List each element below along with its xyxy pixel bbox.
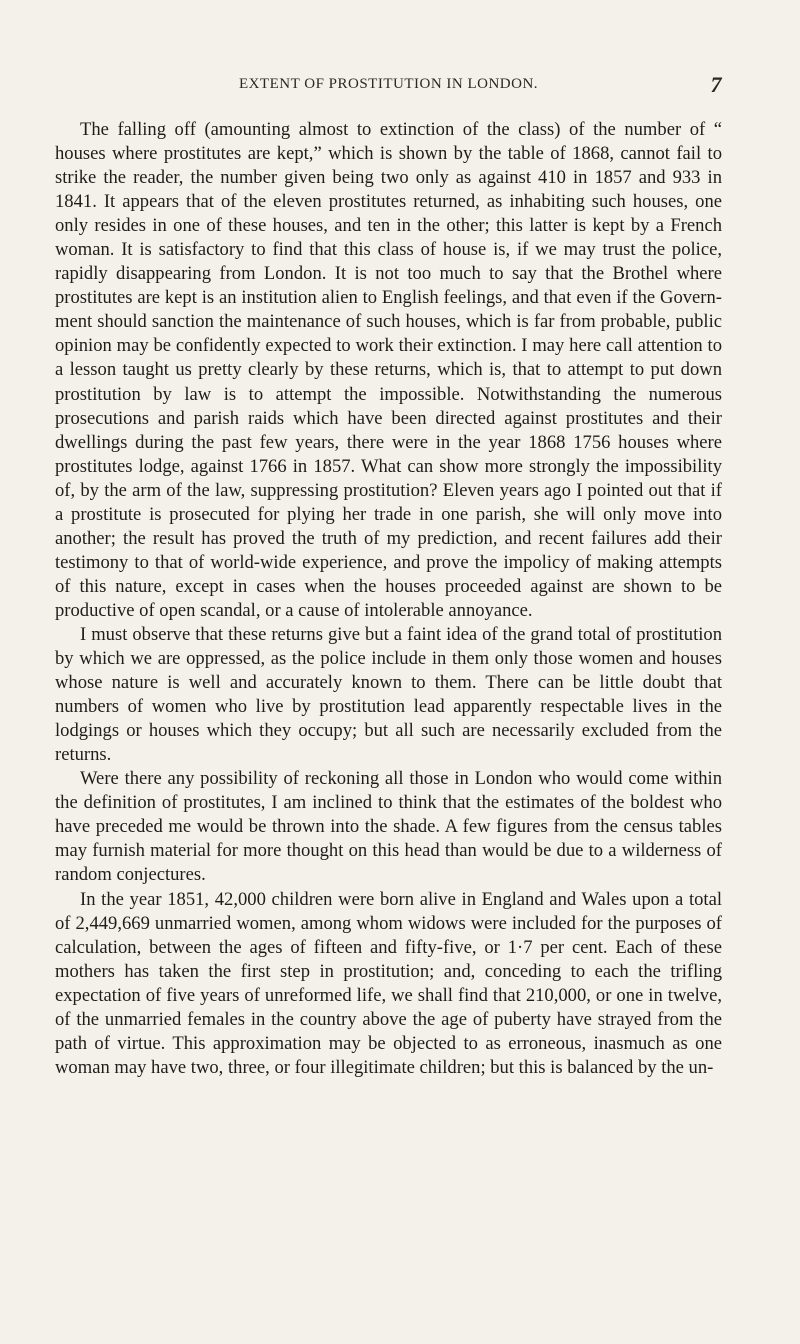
paragraph: The falling off (amounting almost to extinction of the class) of the number of “ houses where prostitutes are kept,” which is shown by the table of 1868, cannot fail to strike the reader, the number given being two only as against 410 in 1857 and 933 in 1841. It appears that of the eleven prostitutes returned, as inhabiting such houses, one only resides in one of these houses, and ten in the other; this latter is kept by a French woman. It is satisfactory to find that this class of house is, if we may trust the police, rapidly disappearing from London. It is not too much to say that the Brothel where prostitutes are kept is an institution alien to English feelings, and that even if the Government should sanction the maintenance of such houses, which is far from probable, public opinion may be confidently expected to work their extinction. I may here call attention to a lesson taught us pretty clearly by these returns, which is, that to attempt to put down prostitution by law is to attempt the impossible. Notwithstanding the numerous prosecutions and parish raids which have been directed against prostitutes and their dwellings during the past few years, there were in the year 1868 1756 houses where prostitutes lodge, against 1766 in 1857. What can show more strongly the impossibility of, by the arm of the law, suppressing prostitution? Eleven years ago I pointed out that if a prostitute is prosecuted for plying her trade in one parish, she will only move into another; the result has proved the truth of my prediction, and recent failures add their testimony to that of world-wide experience, and prove the impolicy of making attempts of this nature, except in cases when the houses proceeded against are shown to be productive of open scandal, or a cause of intolerable annoyance. (55, 119, 722, 621)
paragraph: In the year 1851, 42,000 children were born alive in England and Wales upon a total of 2,449,669 unmarried women, among whom widows were included for the purposes of calculation, between the ages of fifteen and fifty-five, or 1·7 per cent. Each of these mothers has taken the first step in prostitution; and, conceding to each the trifling expectation of five years of unreformed life, we shall find that 210,000, or one in twelve, of the unmarried females in the country above the age of puberty have strayed from the path of virtue. This approximation may be objected to as erroneous, inasmuch as one woman may have two, three, or four illegitimate children; but this is balanced by the un- (55, 888, 722, 1078)
page-number: 7 (710, 72, 722, 97)
paragraph: I must observe that these returns give but a faint idea of the grand total of prostitution by which we are oppressed, as the police include in them only those women and houses whose nature is well and accurately known to them. There can be little doubt that numbers of women who live by prostitution lead apparently respectable lives in the lodgings or houses which they occupy; but all such are necessarily excluded from the returns. (55, 623, 722, 766)
paragraph: Were there any possibility of reckoning all those in London who would come within the definition of prostitutes, I am inclined to think that the estimates of the boldest who have preceded me would be thrown into the shade. A few figures from the census tables may furnish material for more thought on this head than would be due to a wilderness of random conjectures. (55, 768, 722, 886)
running-head (55, 72, 722, 106)
body-text (55, 118, 722, 1080)
running-title: EXTENT OF PROSTITUTION IN LONDON. (238, 76, 539, 92)
